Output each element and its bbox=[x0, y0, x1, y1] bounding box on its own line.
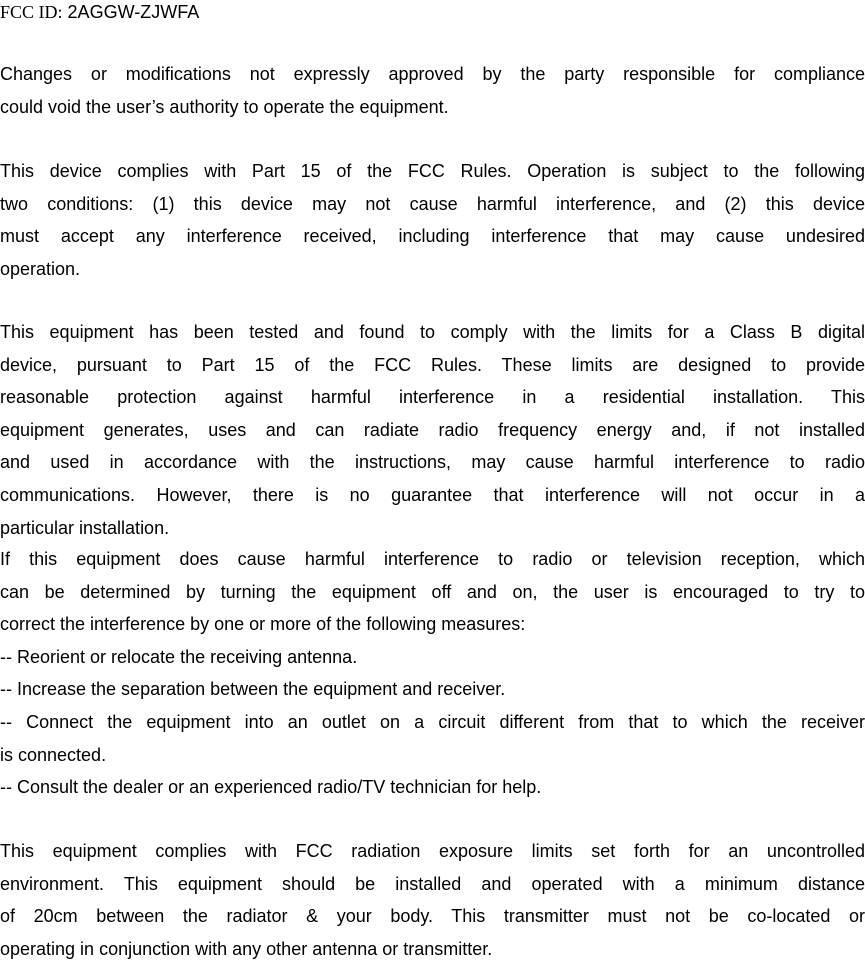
paragraph-line: two conditions: (1) this device may not cause harmful interference, and (2) this device bbox=[0, 193, 865, 214]
paragraph-line: reasonable protection against harmful interference in a residential installation. This bbox=[0, 387, 865, 408]
paragraph-line: can be determined by turning the equipment off and on, the user is encouraged to try to bbox=[0, 581, 865, 602]
paragraph-part15-compliance bbox=[0, 155, 865, 285]
paragraph-line: This equipment has been tested and found to comply with the limits for a Class B digital bbox=[0, 322, 865, 342]
paragraph-line: communications. However, there is no guarantee that interference will not occur in a bbox=[0, 484, 865, 505]
paragraph-interference-measures bbox=[0, 543, 865, 804]
paragraph-line: If this equipment does cause harmful interference to radio or television reception, which bbox=[0, 549, 865, 569]
paragraph-class-b-statement bbox=[0, 316, 865, 544]
paragraph-line: equipment generates, uses and can radiate radio frequency energy and, if not installed bbox=[0, 419, 865, 440]
measure-item: -- Reorient or relocate the receiving antenna. bbox=[0, 646, 358, 667]
measure-item: -- Increase the separation between the equipment and receiver. bbox=[0, 679, 506, 700]
paragraph-line: particular installation. bbox=[0, 517, 170, 538]
paragraph-modifications-warning bbox=[0, 58, 865, 123]
paragraph-line: device, pursuant to Part 15 of the FCC Rules. These limits are designed to provide bbox=[0, 354, 865, 375]
paragraph-line: and used in accordance with the instructions, may cause harmful interference to radio bbox=[0, 452, 865, 473]
paragraph-line: This device complies with Part 15 of the FCC Rules. Operation is subject to the following bbox=[0, 161, 865, 181]
paragraph-line: operating in conjunction with any other antenna or transmitter. bbox=[0, 938, 493, 959]
paragraph-line: could void the user’s authority to operate the equipment. bbox=[0, 96, 449, 117]
paragraph-line: operation. bbox=[0, 258, 81, 279]
measure-item: -- Connect the equipment into an outlet on a circuit different from that to which the receiver bbox=[0, 711, 865, 732]
paragraph-line: environment. This equipment should be installed and operated with a minimum distance bbox=[0, 873, 865, 894]
fcc-id-line bbox=[0, 0, 199, 24]
paragraph-line: of 20cm between the radiator & your body. This transmitter must not be co-located or bbox=[0, 906, 865, 927]
measure-item: -- Consult the dealer or an experienced radio/TV technician for help. bbox=[0, 777, 542, 798]
fcc-id-label: FCC ID: bbox=[0, 2, 63, 22]
fcc-id-value: 2AGGW-ZJWFA bbox=[67, 2, 200, 22]
paragraph-line: This equipment complies with FCC radiation exposure limits set forth for an uncontrolled bbox=[0, 841, 865, 861]
measure-item-continuation: is connected. bbox=[0, 744, 107, 765]
paragraph-line: correct the interference by one or more of the following measures: bbox=[0, 614, 526, 635]
paragraph-line: must accept any interference received, including interference that may cause undesired bbox=[0, 226, 865, 247]
paragraph-line: Changes or modifications not expressly approved by the party responsible for compliance bbox=[0, 64, 865, 84]
paragraph-rf-exposure bbox=[0, 835, 865, 965]
